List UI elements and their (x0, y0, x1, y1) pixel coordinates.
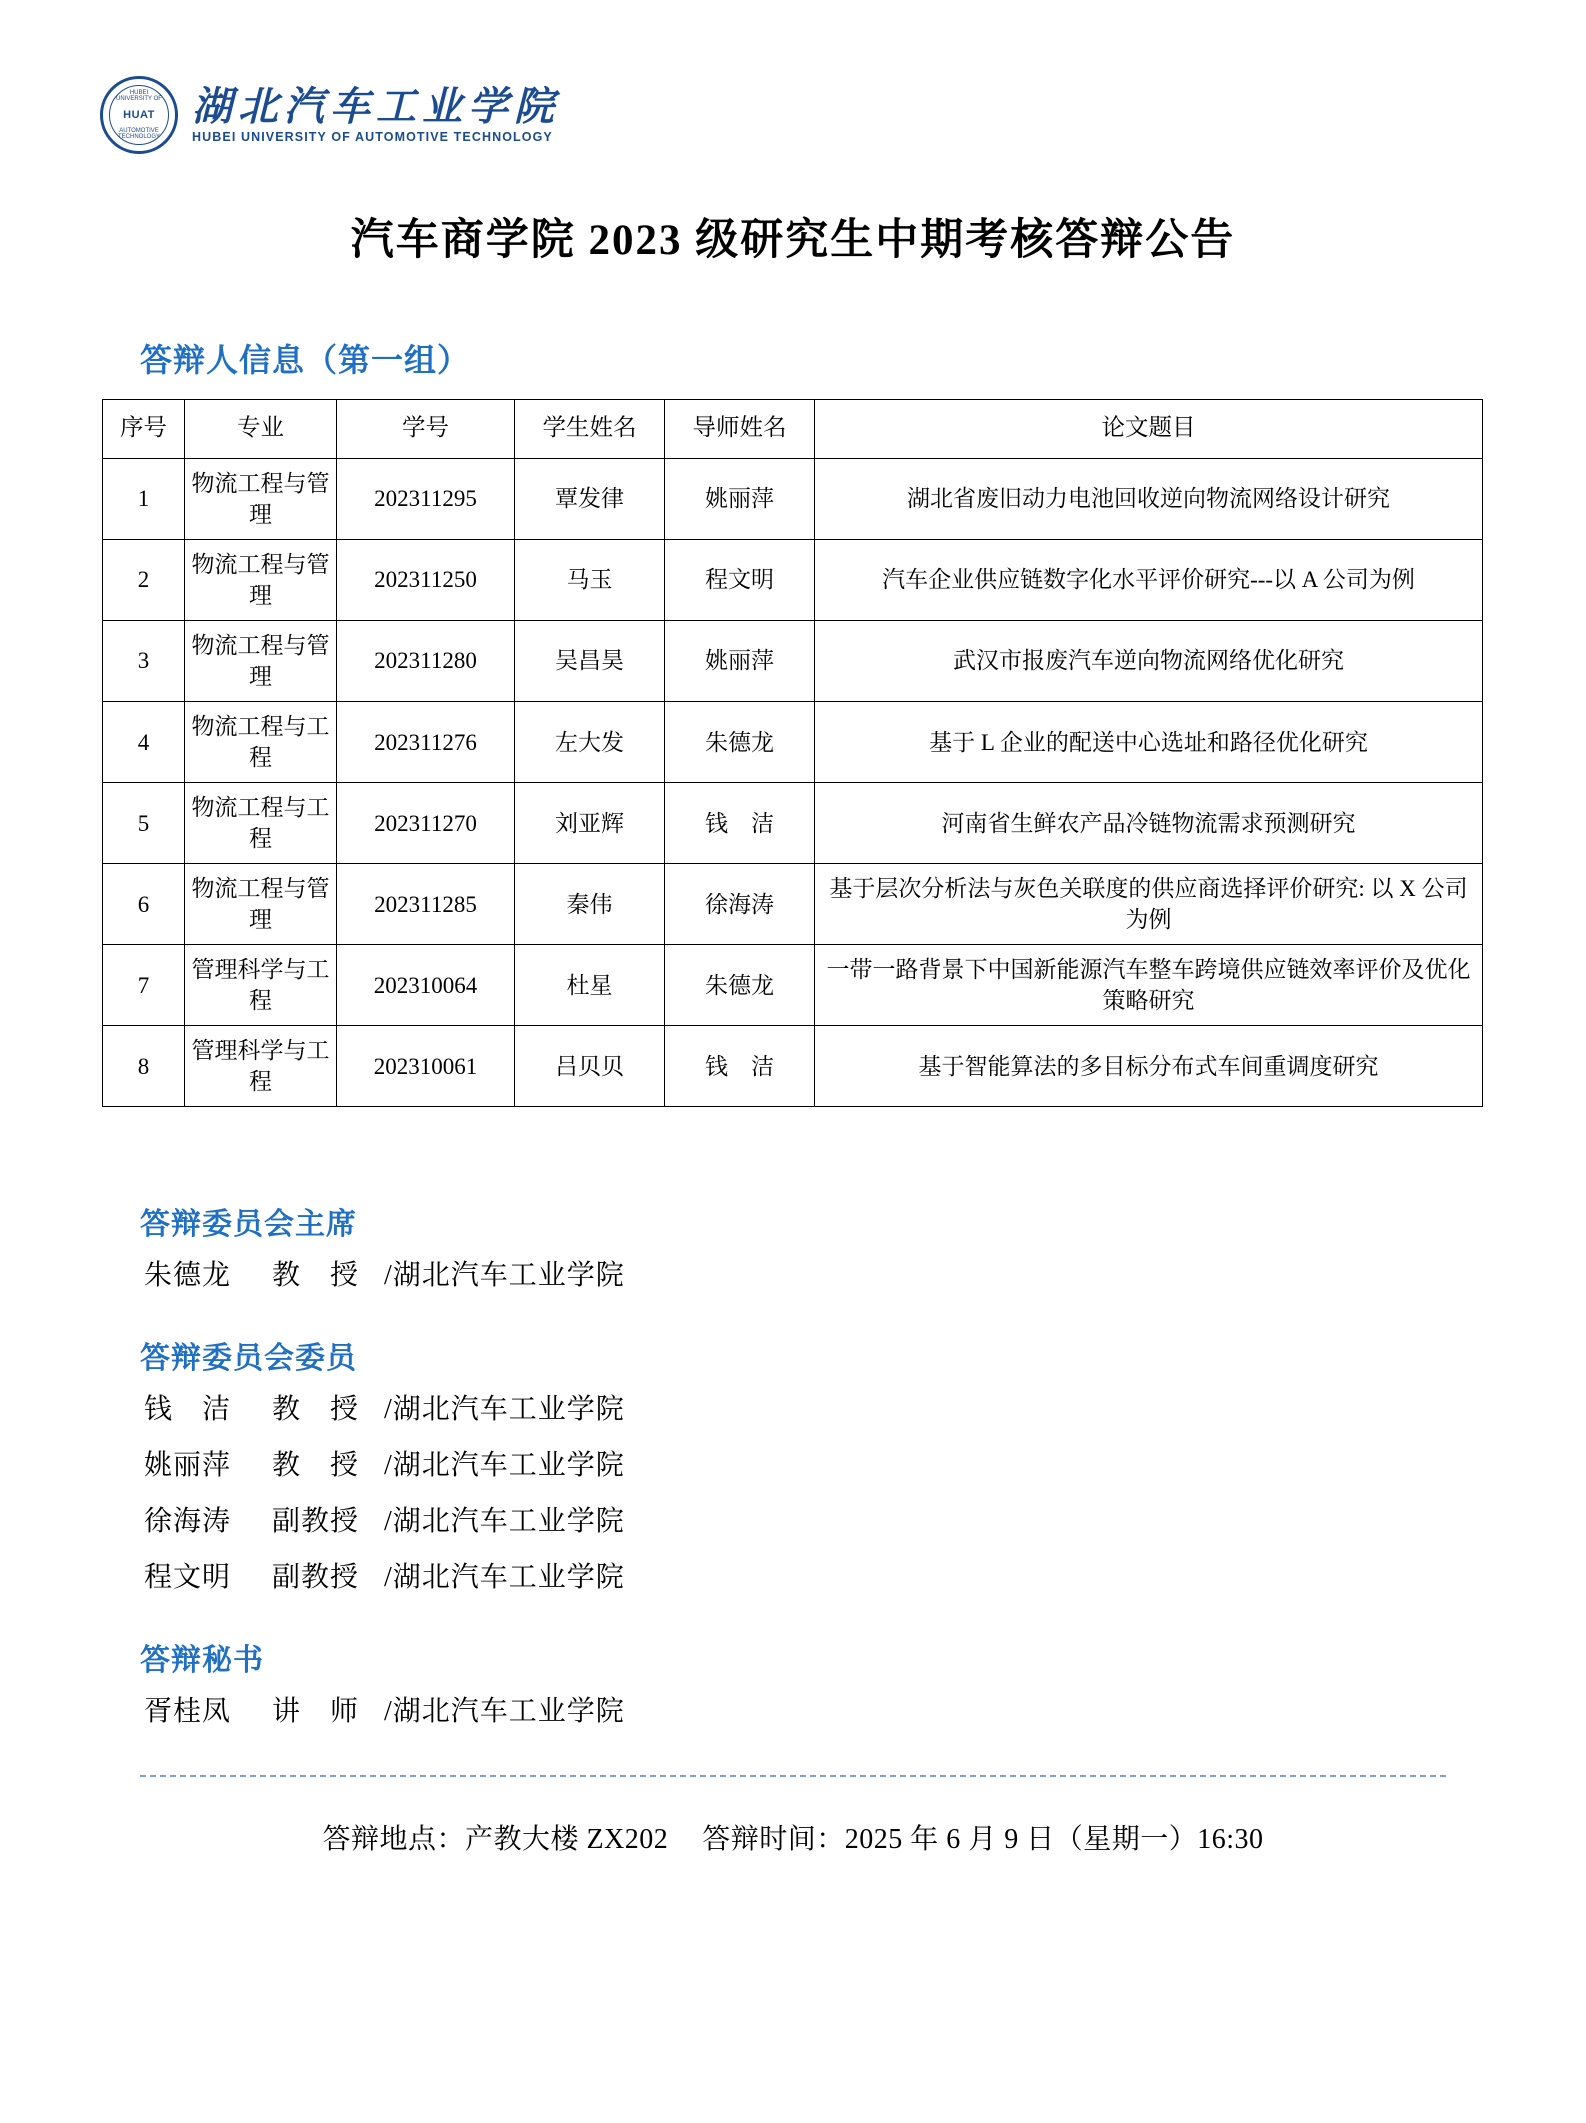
table-row (103, 702, 1483, 783)
committee-member (144, 1387, 1486, 1427)
member-affiliation: /湖北汽车工业学院 (384, 1562, 625, 1594)
cell-student-id: 202311295 (337, 458, 515, 539)
cell-thesis: 湖北省废旧动力电池回收逆向物流网络设计研究 (815, 458, 1483, 539)
cell-index: 3 (103, 620, 185, 701)
committee-member (144, 1499, 1486, 1539)
table-row (103, 1026, 1483, 1107)
defender-info-table (102, 399, 1483, 1107)
seal-arc-bottom-text: AUTOMOTIVE TECHNOLOGY (117, 128, 160, 140)
cell-student-id: 202311250 (337, 539, 515, 620)
cell-advisor: 徐海涛 (665, 864, 815, 945)
cell-thesis: 河南省生鲜农产品冷链物流需求预测研究 (815, 783, 1483, 864)
cell-index: 1 (103, 458, 185, 539)
subheading-chair: 答辩委员会主席 (140, 1208, 357, 1242)
col-header-student-name: 学生姓名 (515, 400, 665, 459)
cell-student-name: 马玉 (515, 539, 665, 620)
seal-initials: HUAT (123, 109, 155, 121)
section-heading-defenders: 答辩人信息（第一组） (140, 342, 471, 378)
member-affiliation: /湖北汽车工业学院 (384, 1394, 625, 1426)
committee-secretary (144, 1689, 1486, 1729)
defense-time: 答辩时间：2025 年 6 月 9 日（星期一）16:30 (702, 1824, 1264, 1856)
cell-advisor: 钱 洁 (665, 783, 815, 864)
cell-advisor: 姚丽萍 (665, 620, 815, 701)
member-name: 钱 洁 (144, 1394, 232, 1426)
cell-major: 物流工程与管理 (185, 864, 337, 945)
table-row (103, 945, 1483, 1026)
table-row (103, 539, 1483, 620)
col-header-major: 专业 (185, 400, 337, 459)
subheading-members: 答辩委员会委员 (140, 1342, 357, 1376)
table-row (103, 458, 1483, 539)
member-affiliation: /湖北汽车工业学院 (384, 1450, 625, 1482)
university-name-en: HUBEI UNIVERSITY OF AUTOMOTIVE TECHNOLOGY (192, 130, 553, 144)
col-header-advisor: 导师姓名 (665, 400, 815, 459)
cell-major: 管理科学与工程 (185, 1026, 337, 1107)
cell-major: 物流工程与管理 (185, 620, 337, 701)
cell-student-id: 202310064 (337, 945, 515, 1026)
cell-major: 管理科学与工程 (185, 945, 337, 1026)
member-name: 程文明 (144, 1562, 232, 1594)
committee-member (144, 1443, 1486, 1483)
cell-index: 8 (103, 1026, 185, 1107)
cell-student-id: 202311276 (337, 702, 515, 783)
committee-chair (144, 1253, 1486, 1293)
cell-thesis: 汽车企业供应链数字化水平评价研究---以 A 公司为例 (815, 539, 1483, 620)
cell-index: 5 (103, 783, 185, 864)
cell-student-name: 覃发律 (515, 458, 665, 539)
member-rank: 副教授 (272, 1506, 360, 1538)
col-header-index: 序号 (103, 400, 185, 459)
member-affiliation: /湖北汽车工业学院 (384, 1506, 625, 1538)
university-logo (100, 70, 1486, 160)
committee-member (144, 1555, 1486, 1595)
footer-info (100, 1817, 1486, 1857)
cell-student-name: 左大发 (515, 702, 665, 783)
col-header-thesis: 论文题目 (815, 400, 1483, 459)
table-row (103, 620, 1483, 701)
university-seal-icon (100, 76, 178, 154)
cell-student-name: 杜星 (515, 945, 665, 1026)
cell-thesis: 武汉市报废汽车逆向物流网络优化研究 (815, 620, 1483, 701)
section-divider (140, 1775, 1446, 1777)
cell-advisor: 朱德龙 (665, 945, 815, 1026)
cell-index: 7 (103, 945, 185, 1026)
cell-index: 4 (103, 702, 185, 783)
secretary-rank: 讲 师 (272, 1696, 360, 1728)
cell-thesis: 基于智能算法的多目标分布式车间重调度研究 (815, 1026, 1483, 1107)
university-name-cn: 湖北汽车工业学院 (192, 84, 560, 129)
cell-student-id: 202311285 (337, 864, 515, 945)
cell-student-id: 202311280 (337, 620, 515, 701)
cell-student-id: 202311270 (337, 783, 515, 864)
page-title: 汽车商学院 2023 级研究生中期考核答辩公告 (350, 217, 1236, 264)
cell-thesis: 基于层次分析法与灰色关联度的供应商选择评价研究: 以 X 公司为例 (815, 864, 1483, 945)
chair-rank: 教 授 (272, 1260, 360, 1292)
cell-major: 物流工程与工程 (185, 702, 337, 783)
table-row (103, 864, 1483, 945)
cell-thesis: 一带一路背景下中国新能源汽车整车跨境供应链效率评价及优化策略研究 (815, 945, 1483, 1026)
seal-arc-top-text: HUBEI UNIVERSITY OF (116, 90, 162, 102)
col-header-student-id: 学号 (337, 400, 515, 459)
table-row (103, 783, 1483, 864)
member-rank: 教 授 (272, 1394, 360, 1426)
committee-section (100, 1199, 1486, 1729)
cell-major: 物流工程与工程 (185, 783, 337, 864)
chair-affiliation: /湖北汽车工业学院 (384, 1260, 625, 1292)
subheading-secretary: 答辩秘书 (140, 1644, 264, 1678)
cell-student-name: 刘亚辉 (515, 783, 665, 864)
member-rank: 教 授 (272, 1450, 360, 1482)
cell-index: 6 (103, 864, 185, 945)
cell-advisor: 姚丽萍 (665, 458, 815, 539)
defense-place: 答辩地点：产教大楼 ZX202 (322, 1824, 669, 1856)
secretary-affiliation: /湖北汽车工业学院 (384, 1696, 625, 1728)
chair-name: 朱德龙 (144, 1260, 232, 1292)
cell-advisor: 钱 洁 (665, 1026, 815, 1107)
cell-thesis: 基于 L 企业的配送中心选址和路径优化研究 (815, 702, 1483, 783)
cell-student-name: 吴昌昊 (515, 620, 665, 701)
cell-advisor: 程文明 (665, 539, 815, 620)
cell-student-name: 吕贝贝 (515, 1026, 665, 1107)
secretary-name: 胥桂凤 (144, 1696, 232, 1728)
cell-major: 物流工程与管理 (185, 458, 337, 539)
table-header-row (103, 400, 1483, 459)
cell-major: 物流工程与管理 (185, 539, 337, 620)
member-rank: 副教授 (272, 1562, 360, 1594)
member-name: 姚丽萍 (144, 1450, 232, 1482)
cell-student-id: 202310061 (337, 1026, 515, 1107)
cell-student-name: 秦伟 (515, 864, 665, 945)
member-name: 徐海涛 (144, 1506, 232, 1538)
cell-index: 2 (103, 539, 185, 620)
cell-advisor: 朱德龙 (665, 702, 815, 783)
